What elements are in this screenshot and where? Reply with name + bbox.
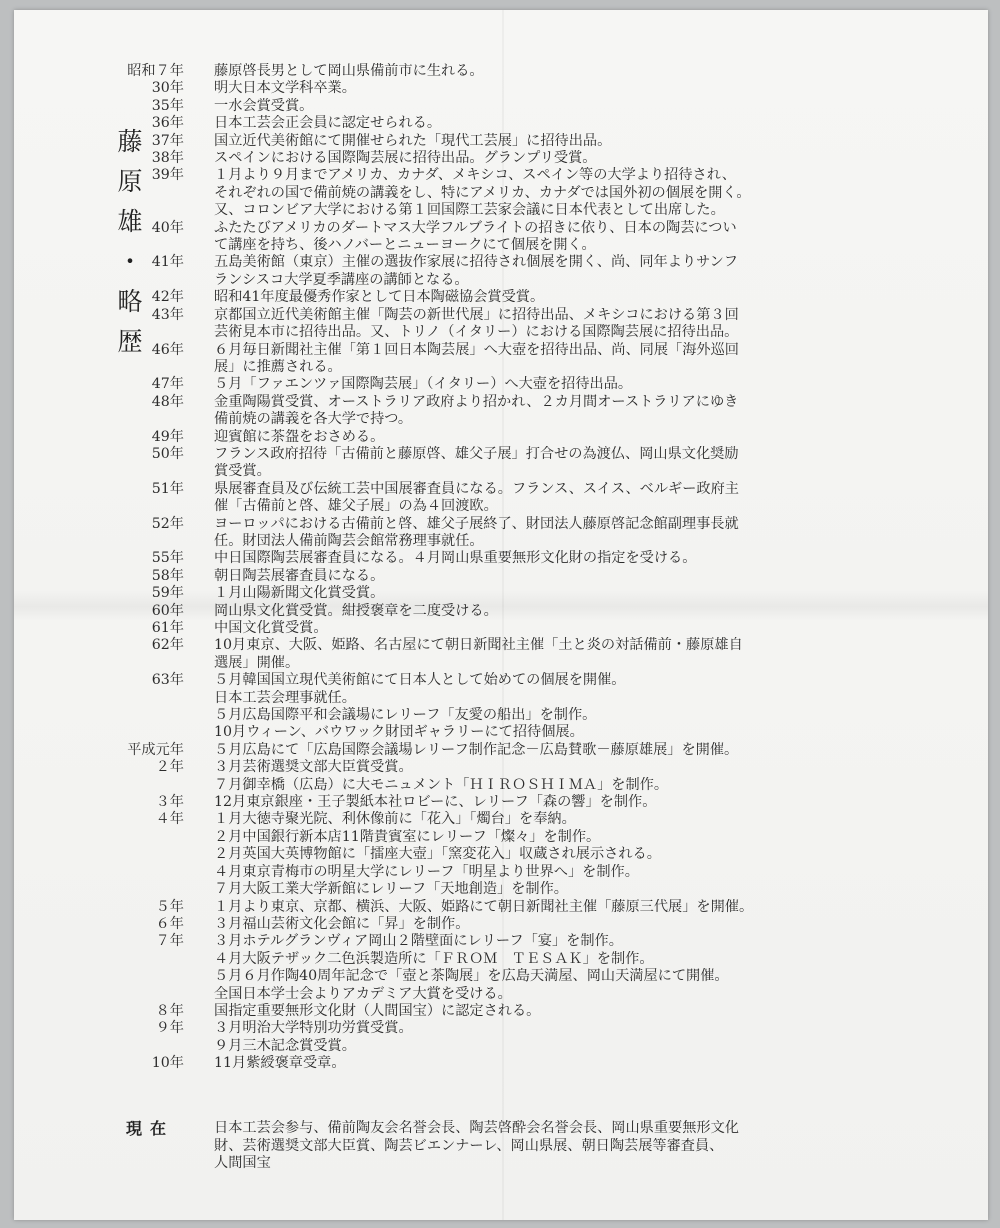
timeline-line: １月大徳寺聚光院、利休像前に「花入」「燭台」を奉納。: [214, 811, 576, 828]
timeline-row: [14, 1003, 988, 1020]
timeline-text: [214, 307, 854, 342]
present-section: [14, 1120, 988, 1173]
timeline-year: 58年: [151, 567, 184, 584]
timeline-row: [14, 899, 988, 916]
timeline-row: [14, 672, 988, 742]
timeline-line: 日本工芸会正会員に認定せられる。: [214, 115, 442, 132]
timeline-line: 日本工芸会理事就任。: [214, 689, 356, 706]
timeline-text: [214, 603, 854, 620]
present-line: 日本工芸会参与、備前陶友会名誉会長、陶芸啓酔会名誉会長、岡山県重要無形文化: [214, 1120, 739, 1136]
title-char: 略: [117, 287, 143, 316]
timeline-line: 中国文化賞受賞。: [214, 620, 328, 636]
timeline-year: 36年: [151, 115, 184, 132]
timeline-text: [214, 933, 854, 1003]
timeline-line: ５月広島国際平和会議場にレリーフ「友愛の船出」を制作。: [214, 707, 597, 724]
timeline-year: 平成元年: [127, 741, 184, 758]
timeline-row: [14, 150, 988, 167]
timeline-year: ３年: [155, 794, 184, 811]
timeline-year: ５年: [155, 898, 184, 915]
timeline-year: ４年: [155, 811, 184, 828]
timeline-row: [14, 933, 988, 1003]
biography-sheet: [14, 10, 988, 1220]
timeline-text: [214, 220, 854, 255]
timeline-line: ５月広島にて「広島国際会議場レリーフ制作記念－広島賛歌－藤原雄展」を開催。: [214, 741, 739, 758]
timeline-row: [14, 811, 988, 898]
timeline-row: [14, 1055, 988, 1072]
timeline-year: ７年: [155, 933, 184, 950]
timeline-year: ９年: [155, 1020, 184, 1037]
timeline-text: [214, 550, 854, 567]
timeline-line: 賞受賞。: [214, 463, 271, 480]
timeline-line: ７月大阪工業大学新館にレリーフ「天地創造」を制作。: [214, 881, 568, 898]
timeline-line: 金重陶陽賞受賞、オーストラリア政府より招かれ、２カ月間オーストラリアにゆき: [214, 393, 739, 410]
title-char: 原: [117, 167, 143, 196]
timeline-text: [214, 254, 854, 289]
timeline-line: それぞれの国で備前焼の講義をし、特にアメリカ、カナダでは国外初の個展を開く。: [214, 184, 751, 201]
timeline-row: [14, 429, 988, 446]
timeline-row: [14, 1020, 988, 1055]
timeline-row: [14, 446, 988, 481]
present-line: 財、芸術選奨文部大臣賞、陶芸ビエンナーレ、岡山県展、朝日陶芸展等審査員、: [214, 1137, 724, 1154]
timeline-row: [14, 307, 988, 342]
timeline-line: ５月「ファエンツァ国際陶芸展」（イタリー）へ大壺を招待出品。: [214, 376, 633, 393]
timeline-year: 37年: [151, 132, 184, 149]
present-label: 現在: [125, 1119, 174, 1138]
timeline-row: [14, 550, 988, 567]
timeline-row: [14, 133, 988, 150]
timeline-line: 国立近代美術館にて開催せられた「現代工芸展」に招待出品。: [214, 132, 612, 149]
timeline-row: [14, 254, 988, 289]
timeline-row: [14, 394, 988, 429]
timeline-year: 42年: [151, 289, 184, 306]
timeline-year: 63年: [151, 672, 184, 689]
timeline-text: [214, 150, 854, 167]
timeline-line: ４月大阪テザック二色浜製造所に「ＦＲＯＭ ＴＥＳＡＫ」を制作。: [214, 950, 654, 967]
timeline-year: 55年: [151, 550, 184, 567]
timeline-row: [14, 637, 988, 672]
timeline-year: ８年: [155, 1002, 184, 1019]
timeline-text: [214, 133, 854, 150]
timeline-line: ふたたびアメリカのダートマス大学フルブライトの招きに依り、日本の陶芸につい: [214, 219, 737, 236]
timeline-row: [14, 620, 988, 637]
timeline-text: [214, 1020, 854, 1055]
timeline-year: 39年: [151, 167, 184, 184]
timeline-line: 催「古備前と啓、雄父子展」の為４回渡欧。: [214, 498, 498, 515]
timeline-line: 五島美術館（東京）主催の選抜作家展に招待され個展を開く、尚、同年よりサンフ: [214, 254, 738, 271]
timeline-row: [14, 603, 988, 620]
timeline-line: ランシスコ大学夏季講座の講師となる。: [214, 271, 469, 288]
present-text: [214, 1120, 854, 1173]
timeline-text: [214, 115, 854, 132]
timeline-text: [214, 620, 854, 637]
timeline-line: 芸術見本市に招待出品。又、トリノ（イタリー）における国際陶芸展に招待出品。: [214, 324, 739, 341]
timeline-row: [14, 742, 988, 759]
timeline-row: [14, 481, 988, 516]
timeline-line: ３月福山芸術文化会館に「昇」を制作。: [214, 915, 470, 932]
timeline-text: [214, 80, 854, 97]
title-char: ・: [117, 247, 143, 276]
timeline-line: 展」に推薦される。: [214, 358, 342, 375]
timeline-row: [14, 376, 988, 393]
timeline-line: １月より９月までアメリカ、カナダ、メキシコ、スペイン等の大学より招待され、: [214, 167, 736, 184]
timeline-text: [214, 516, 854, 551]
timeline-line: ヨーロッパにおける古備前と啓、雄父子展終了、財団法人藤原啓記念館副理事長就: [214, 515, 739, 532]
timeline-year: 50年: [151, 445, 184, 462]
timeline-line: 朝日陶芸展審査員になる。: [214, 567, 385, 584]
timeline-year: 51年: [151, 480, 184, 497]
timeline-line: 又、コロンビア大学における第１回国際工芸家会議に日本代表として出席した。: [214, 202, 725, 219]
timeline-text: [214, 585, 854, 602]
title-char: 歴: [117, 327, 143, 356]
timeline-text: [214, 672, 854, 742]
timeline-text: [214, 811, 854, 898]
timeline-text: [214, 481, 854, 516]
timeline-line: ３月ホテルグランヴィア岡山２階壁面にレリーフ「宴」を制作。: [214, 933, 623, 950]
timeline-line: 10月東京、大阪、姫路、名古屋にて朝日新聞社主催「土と炎の対話備前・藤原雄自: [214, 637, 743, 654]
timeline-year: 52年: [151, 515, 184, 532]
timeline-line: ５月６月作陶40周年記念で「壺と茶陶展」を広島天満屋、岡山天満屋にて開催。: [214, 968, 729, 985]
timeline-text: [214, 568, 854, 585]
timeline-year: 62年: [151, 637, 184, 654]
timeline-year: 43年: [151, 306, 184, 323]
timeline-line: フランス政府招待「古備前と藤原啓、雄父子展」打合せの為渡仏、岡山県文化奨励: [214, 445, 739, 462]
timeline-row: [14, 516, 988, 551]
timeline-year: 40年: [151, 219, 184, 236]
timeline-line: 中日国際陶芸展審査員になる。４月岡山県重要無形文化財の指定を受ける。: [214, 550, 697, 567]
timeline-text: [214, 98, 854, 115]
timeline-line: 昭和41年度最優秀作家として日本陶磁協会賞受賞。: [214, 289, 545, 306]
timeline-year: 49年: [151, 428, 184, 445]
timeline-text: [214, 289, 854, 306]
timeline-line: 一水会賞受賞。: [214, 97, 314, 114]
timeline-year: 60年: [151, 602, 184, 619]
timeline-row: [14, 568, 988, 585]
timeline-year: 10年: [151, 1055, 184, 1072]
timeline-year: 48年: [151, 393, 184, 410]
timeline-line: 迎賓館に茶盌をおさめる。: [214, 428, 385, 445]
timeline-row: [14, 98, 988, 115]
timeline-text: [214, 342, 854, 377]
timeline-year: 昭和７年: [127, 63, 184, 79]
timeline-line: 備前焼の講義を各大学で持つ。: [214, 411, 413, 428]
present-line: 人間国宝: [214, 1155, 271, 1172]
timeline-row: [14, 916, 988, 933]
timeline-text: [214, 899, 854, 916]
timeline-year: 46年: [151, 341, 184, 358]
timeline-line: ５月韓国国立現代美術館にて日本人として始めての個展を開催。: [214, 672, 626, 689]
timeline-line: 選展」開催。: [214, 654, 300, 671]
timeline-line: ２月中国銀行新本店11階貴賓室にレリーフ「燦々」を制作。: [214, 828, 601, 845]
timeline: [14, 63, 988, 1073]
timeline-row: [14, 794, 988, 811]
timeline-line: ２月英国大英博物館に「擂座大壺」「窯変花入」収蔵され展示される。: [214, 846, 661, 863]
timeline-text: [214, 429, 854, 446]
timeline-row: [14, 63, 988, 80]
timeline-year: ６年: [155, 915, 184, 932]
timeline-line: 岡山県文化賞受賞。紺授褒章を二度受ける。: [214, 602, 498, 619]
timeline-line: 全国日本学士会よりアカデミア大賞を受ける。: [214, 985, 512, 1002]
timeline-text: [214, 916, 854, 933]
timeline-line: スペインにおける国際陶芸展に招待出品。グランプリ受賞。: [214, 150, 597, 167]
timeline-text: [214, 167, 854, 219]
timeline-line: 明大日本文学科卒業。: [214, 80, 356, 97]
timeline-line: ７月御幸橋（広島）に大モニュメント「ＨＩＲＯＳＨＩＭＡ」を制作。: [214, 776, 669, 793]
timeline-row: [14, 80, 988, 97]
timeline-text: [214, 1003, 854, 1020]
timeline-line: ９月三木記念賞受賞。: [214, 1037, 356, 1054]
timeline-line: 任。財団法人備前陶芸会館常務理事就任。: [214, 532, 484, 549]
timeline-text: [214, 446, 854, 481]
timeline-line: 藤原啓長男として岡山県備前市に生れる。: [214, 63, 484, 79]
timeline-text: [214, 394, 854, 429]
timeline-text: [214, 794, 854, 811]
timeline-line: 10月ウィーン、バウワック財団ギャラリーにて招待個展。: [214, 724, 584, 741]
timeline-row: [14, 585, 988, 602]
timeline-year: 61年: [151, 620, 184, 636]
timeline-line: ３月明治大学特別功労賞受賞。: [214, 1020, 413, 1037]
timeline-row: [14, 115, 988, 132]
timeline-row: [14, 167, 988, 219]
title-char: 藤: [117, 127, 143, 156]
timeline-line: 国指定重要無形文化財（人間国宝）に認定される。: [214, 1002, 541, 1019]
timeline-line: ３月芸術選奨文部大臣賞受賞。: [214, 759, 413, 776]
timeline-row: [14, 342, 988, 377]
timeline-year: 59年: [151, 585, 184, 602]
timeline-line: 12月東京銀座・王子製紙本社ロビーに、レリーフ「森の響」を制作。: [214, 794, 657, 811]
timeline-line: ６月毎日新聞社主催「第１回日本陶芸展」へ大壺を招待出品、尚、同展「海外巡回: [214, 341, 739, 358]
timeline-row: [14, 220, 988, 255]
timeline-text: [214, 1055, 854, 1072]
timeline-text: [214, 637, 854, 672]
timeline-line: １月山陽新聞文化賞受賞。: [214, 585, 385, 602]
timeline-year: 30年: [151, 80, 184, 97]
timeline-line: て講座を持ち、後ハノバーとニューヨークにて個展を開く。: [214, 237, 596, 254]
timeline-row: [14, 759, 988, 794]
timeline-text: [214, 742, 854, 759]
title-char: 雄: [117, 207, 143, 236]
timeline-year: 47年: [151, 376, 184, 393]
timeline-line: 11月紫綬褒章受章。: [214, 1055, 346, 1072]
timeline-year: 41年: [151, 254, 184, 271]
timeline-text: [214, 376, 854, 393]
timeline-line: 県展審査員及び伝統工芸中国展審査員になる。フランス、スイス、ベルギー政府主: [214, 480, 739, 497]
timeline-text: [214, 759, 854, 794]
timeline-text: [214, 63, 854, 80]
timeline-year: 38年: [151, 150, 184, 167]
timeline-row: [14, 289, 988, 306]
timeline-year: 35年: [151, 97, 184, 114]
timeline-line: １月より東京、京都、横浜、大阪、姫路にて朝日新聞社主催「藤原三代展」を開催。: [214, 898, 754, 915]
timeline-year: ２年: [155, 759, 184, 776]
timeline-line: 京都国立近代美術館主催「陶芸の新世代展」に招待出品、メキシコにおける第３回: [214, 306, 739, 323]
timeline-line: ４月東京青梅市の明星大学にレリーフ「明星より世界へ」を制作。: [214, 863, 639, 880]
